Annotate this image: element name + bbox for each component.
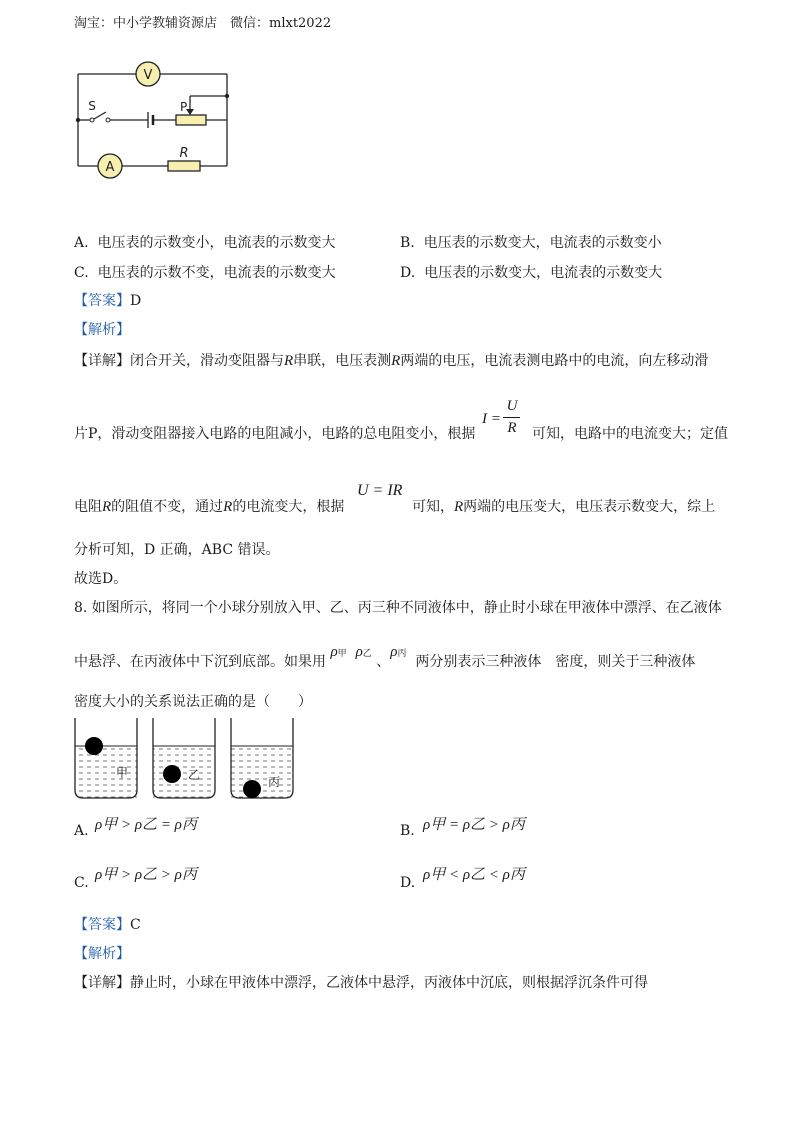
q8-detail: 【详解】静止时，小球在甲液体中漂浮，乙液体中悬浮，丙液体中沉底，则根据浮沉条件可得 xyxy=(74,975,648,991)
formula-ohm-numerator: U xyxy=(506,398,518,414)
q7-detail-line1: 【详解】闭合开关，滑动变阻器与R串联，电压表测R两端的电压，电流表测电路中的电流，向左移动滑 xyxy=(74,353,709,369)
beaker-jia xyxy=(75,718,137,798)
q8-option-c-letter: C. xyxy=(74,875,89,891)
circuit-diagram xyxy=(70,58,240,188)
q7-option-d: D. 电压表的示数变大，电流表的示数变大 xyxy=(400,265,663,281)
ammeter-icon xyxy=(98,154,122,178)
svg-text:甲: 甲 xyxy=(116,766,129,780)
q8-stem-line2: 中悬浮、在丙液体中下沉到底部。如果用 ρ甲 ρ乙 、ρ丙 两分别表示三种液体 密度，则关于三种液体 xyxy=(74,644,696,670)
q7-detail-line4: 分析可知，D 正确，ABC 错误。 xyxy=(74,542,280,558)
q8-option-a-expr: ρ甲 > ρ乙 = ρ丙 xyxy=(95,817,197,833)
q7-detail-line3b: 可知，R两端的电压变大，电压表示数变大，综上 xyxy=(412,499,716,515)
q8-answer: 【答案】C xyxy=(74,917,141,933)
formula-ohm-lhs: I = xyxy=(482,411,501,427)
svg-text:丙: 丙 xyxy=(268,775,281,789)
beaker-bing xyxy=(231,718,293,798)
q8-option-d-expr: ρ甲 < ρ乙 < ρ丙 xyxy=(423,867,525,883)
switch-label: S xyxy=(88,99,96,113)
q7-analysis-tag: 【解析】 xyxy=(74,322,130,338)
slider-label: P xyxy=(180,100,188,114)
formula-ohm-fraction-bar xyxy=(503,417,520,418)
q8-analysis-tag: 【解析】 xyxy=(74,946,130,962)
beakers-diagram xyxy=(70,716,310,806)
svg-text:乙: 乙 xyxy=(188,768,201,782)
q8-option-b-letter: B. xyxy=(400,823,415,839)
q7-option-b: B. 电压表的示数变大，电流表的示数变小 xyxy=(400,235,662,251)
q8-stem-line3: 密度大小的关系说法正确的是（ ） xyxy=(74,694,312,710)
q8-option-c-expr: ρ甲 > ρ乙 > ρ丙 xyxy=(95,867,197,883)
q7-option-c: C. 电压表的示数不变，电流表的示数变大 xyxy=(74,265,336,281)
q8-stem-line1: 8. 如图所示，将同一个小球分别放入甲、乙、丙三种不同液体中，静止时小球在甲液体中漂浮、在乙液体 xyxy=(74,600,722,616)
voltmeter-label: V xyxy=(143,68,153,83)
ammeter-label: A xyxy=(105,160,115,175)
q7-answer: 【答案】D xyxy=(74,293,142,309)
q7-detail-line3a: 电阻R的阻值不变，通过R的电流变大，根据 xyxy=(74,499,345,515)
q7-detail-line2b: 可知，电路中的电流变大；定值 xyxy=(532,426,728,442)
beaker-yi xyxy=(153,718,215,798)
formula-ohm-denominator: R xyxy=(507,420,517,436)
q7-conclusion: 故选D。 xyxy=(74,571,128,587)
page-header: 淘宝：中小学教辅资源店 微信：mlxt2022 xyxy=(74,16,332,31)
q7-detail-line2a: 片P，滑动变阻器接入电路的电阻减小，电路的总电阻变小，根据 xyxy=(74,426,476,442)
formula-u-ir: U = IR xyxy=(357,482,403,499)
resistor-icon xyxy=(168,146,200,171)
q8-option-d-letter: D. xyxy=(400,875,416,891)
switch-icon xyxy=(88,99,110,122)
battery-icon xyxy=(148,112,153,128)
q8-option-b-expr: ρ甲 = ρ乙 > ρ丙 xyxy=(423,817,525,833)
q8-option-a-letter: A. xyxy=(74,823,89,839)
rheostat-icon xyxy=(176,96,227,125)
q7-option-a: A. 电压表的示数变小，电流表的示数变大 xyxy=(74,235,336,251)
voltmeter-icon xyxy=(136,62,160,86)
resistor-label: R xyxy=(179,146,189,161)
